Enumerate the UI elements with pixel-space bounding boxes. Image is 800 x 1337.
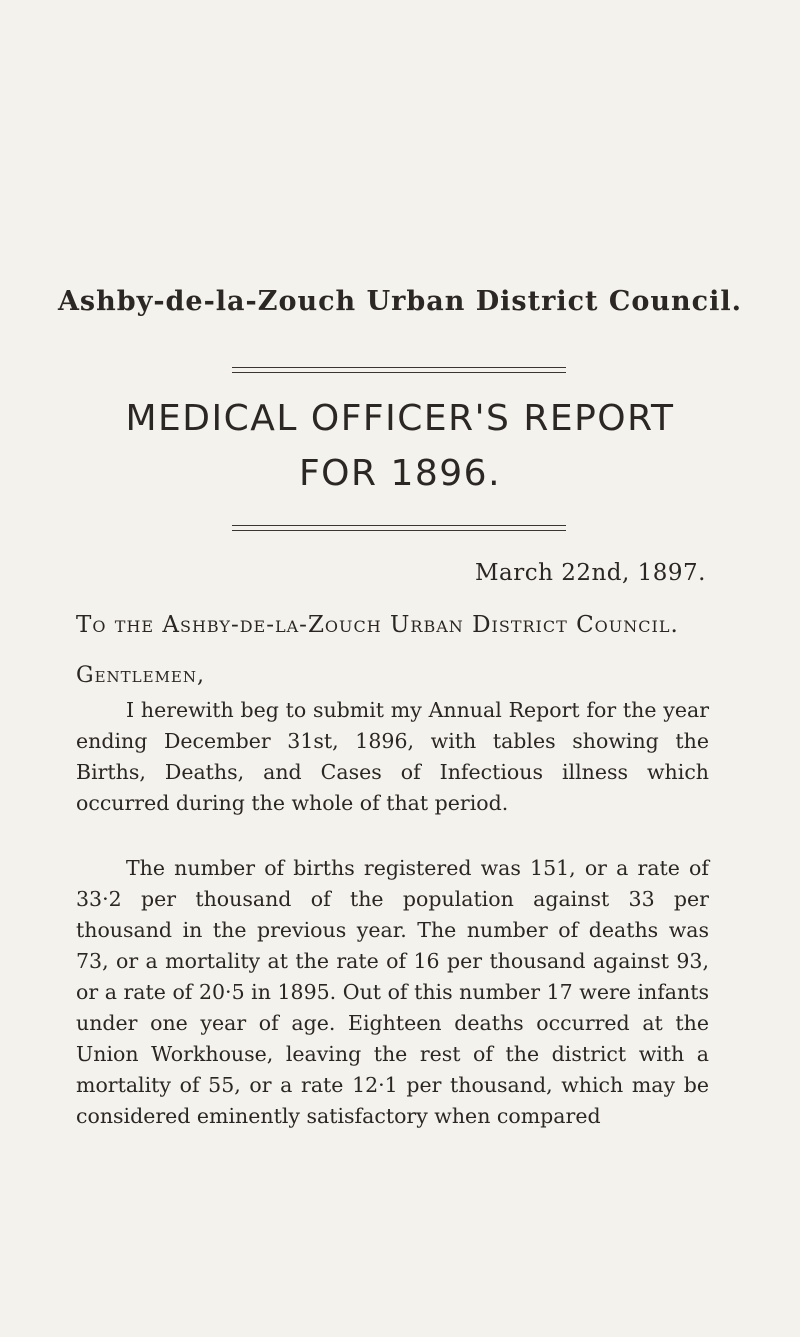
report-title-line-1: MEDICAL OFFICER'S REPORT	[125, 398, 675, 439]
body-paragraph-intro: I herewith beg to submit my Annual Report for the year ending December 31st, 1896, with tables showing the Births, Deaths, and Cases of Infectious illness which occurred during the whole of that period.	[76, 698, 709, 815]
double-rule-bottom	[232, 525, 566, 531]
body-paragraph-births-deaths: The number of births registered was 151, or a rate of 33·2 per thousand of the population against 33 per thousand in the previous year. The number of deaths was 73, or a mortality at the rate of 16 per thousand against 93, or a rate of 20·5 in 1895. Out of this number 17 were infants under one year of age. Eighteen deaths occurred at the Union Workhouse, leaving the rest of the district with a mortality of 55, or a rate 12·1 per thousand, which may be considered eminently satisfactory when compared	[76, 856, 709, 1128]
council-heading: Ashby-de-la-Zouch Urban District Council.	[57, 286, 743, 317]
report-title-line-2: FOR 1896.	[298, 453, 502, 494]
addressee-line: To the Ashby-de-la-Zouch Urban District Council.	[76, 612, 679, 638]
salutation: Gentlemen,	[76, 663, 205, 688]
report-date: March 22nd, 1897.	[474, 560, 706, 586]
double-rule-top	[232, 367, 566, 373]
